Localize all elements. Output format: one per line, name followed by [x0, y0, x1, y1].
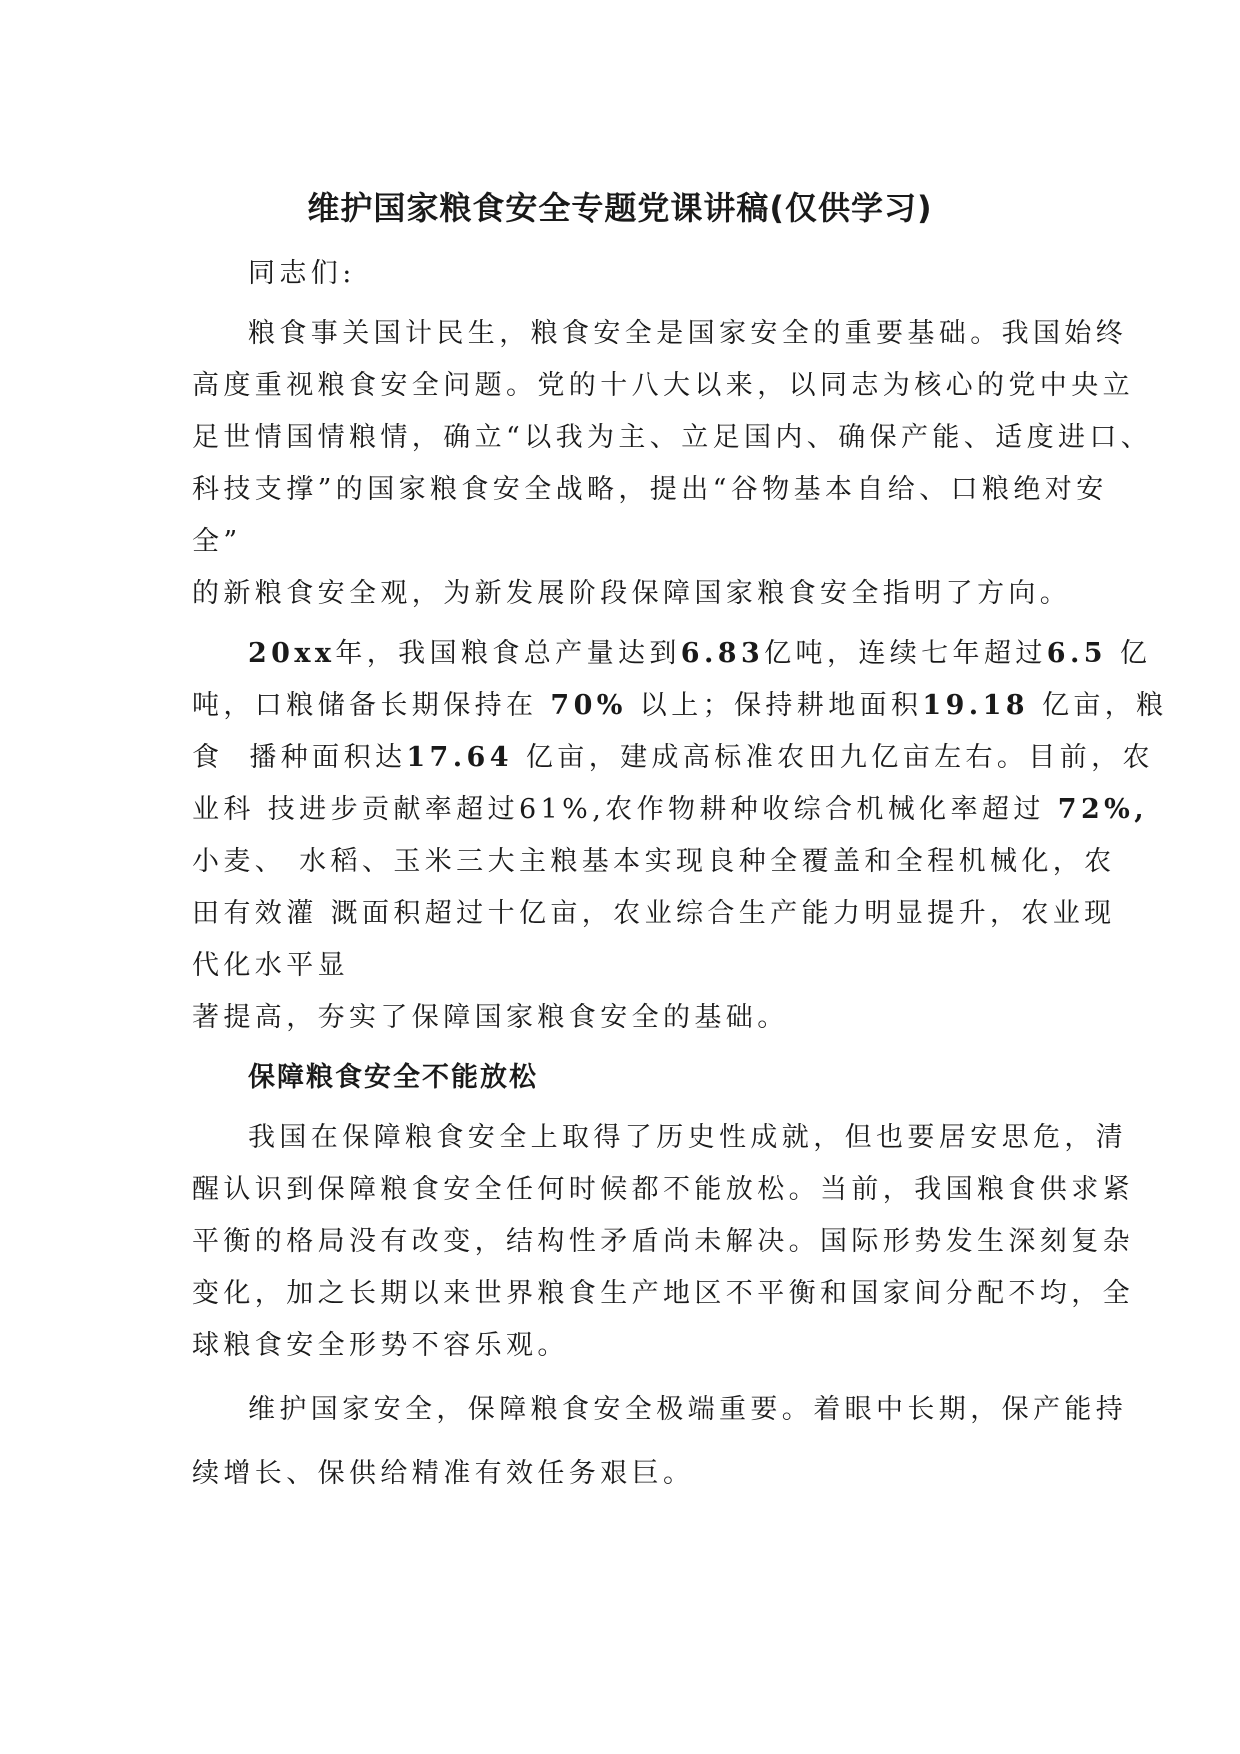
- mechanization-rate-value: 72%,: [1057, 794, 1148, 825]
- paragraph-line: 小麦、 水稻、玉米三大主粮基本实现良种全覆盖和全程机械化，农: [192, 846, 1116, 877]
- grain-threshold-value: 6.5: [1046, 638, 1107, 669]
- paragraph-line: 粮食事关国计民生，粮食安全是国家安全的重要基础。我国始终: [248, 318, 1128, 349]
- paragraph-line: 全”: [192, 526, 242, 557]
- paragraph-line: 维护国家安全，保障粮食安全极端重要。着眼中长期，保产能持: [248, 1394, 1128, 1425]
- salutation: 同志们:: [248, 258, 356, 289]
- paragraph-line: 足世情国情粮情，确立“以我为主、立足国内、确保产能、适度进口、: [192, 422, 1153, 453]
- paragraph-line: 平衡的格局没有改变，结构性矛盾尚未解决。国际形势发生深刻复杂: [192, 1226, 1134, 1257]
- paragraph-line: 高度重视粮食安全问题。党的十八大以来，以同志为核心的党中央立: [192, 370, 1134, 401]
- farmland-area-value: 19.18: [922, 690, 1029, 721]
- paragraph-line: 著提高，夯实了保障国家粮食安全的基础。: [192, 1002, 789, 1033]
- sown-area-value: 17.64: [406, 742, 513, 773]
- paragraph-line: 我国在保障粮食安全上取得了历史性成就，但也要居安思危，清: [248, 1122, 1128, 1153]
- paragraph-line: 醒认识到保障粮食安全任何时候都不能放松。当前，我国粮食供求紧: [192, 1174, 1134, 1205]
- paragraph-line: 20xx年，我国粮食总产量达到6.83亿吨，连续七年超过6.5 亿: [248, 638, 1152, 669]
- reserve-ratio-value: 70%: [550, 690, 627, 721]
- paragraph-line: 变化，加之长期以来世界粮食生产地区不平衡和国家间分配不均，全: [192, 1278, 1134, 1309]
- section-heading: 保障粮食安全不能放松: [248, 1062, 538, 1093]
- paragraph-line: 食 播种面积达17.64 亿亩，建成高标准农田九亿亩左右。目前，农: [192, 742, 1154, 773]
- paragraph-line: 科技支撑”的国家粮食安全战略，提出“谷物基本自给、口粮绝对安: [192, 474, 1108, 505]
- grain-output-value: 6.83: [680, 638, 765, 669]
- document-title: 维护国家粮食安全专题党课讲稿(仅供学习): [307, 189, 933, 227]
- paragraph-line: 业科 技进步贡献率超过61%,农作物耕种收综合机械化率超过 72%,: [192, 794, 1148, 825]
- paragraph-line: 吨，口粮储备长期保持在 70% 以上；保持耕地面积19.18 亿亩，粮: [192, 690, 1168, 721]
- year-value: 20xx: [248, 638, 336, 669]
- paragraph-line: 的新粮食安全观，为新发展阶段保障国家粮食安全指明了方向。: [192, 578, 1072, 609]
- paragraph-line: 续增长、保供给精准有效任务艰巨。: [192, 1458, 695, 1489]
- paragraph-line: 代化水平显: [192, 950, 349, 981]
- paragraph-line: 田有效灌 溉面积超过十亿亩，农业综合生产能力明显提升，农业现: [192, 898, 1116, 929]
- paragraph-line: 球粮食安全形势不容乐观。: [192, 1330, 569, 1361]
